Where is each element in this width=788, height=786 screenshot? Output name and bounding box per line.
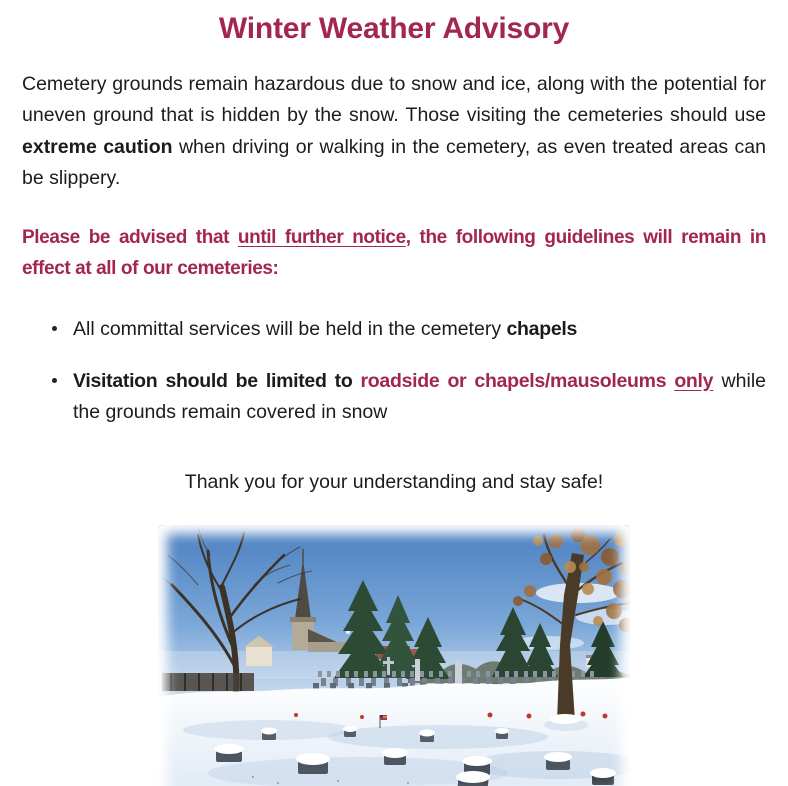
advisory-underlined-phrase: until further notice (237, 226, 406, 248)
list-item-visitation (73, 366, 766, 428)
guidelines-list (22, 314, 766, 428)
intro-text-post: when driving or walking in the cemetery, as even treated areas can be slippery. (22, 135, 766, 190)
cemetery-photo (158, 525, 630, 786)
item2-accent-underlined: only (674, 369, 714, 392)
item2-bold-lead: Visitation should be limited to (73, 369, 361, 392)
advisory-text-pre: Please be advised that (22, 226, 238, 248)
cemetery-photo-art (158, 525, 630, 786)
item1-bold-word: chapels (506, 318, 578, 341)
closing-message: Thank you for your understanding and stay safe! (184, 470, 604, 493)
item2-accent-phrase: roadside or chapels/mausoleums (360, 369, 675, 392)
list-item-committal-services (73, 314, 766, 345)
item1-text: All committal services will be held in the cemetery (73, 318, 507, 341)
advisory-paragraph (22, 223, 766, 285)
advisory-text-post: , the following guidelines will remain in effect at all of our cemeteries: (22, 226, 766, 279)
item2-text-post: while the grounds remain covered in snow (73, 369, 766, 423)
intro-text-pre: Cemetery grounds remain hazardous due to snow and ice, along with the potential for uneven ground that is hidden by the snow. Those visiting the cemeteries should use (22, 72, 766, 127)
page-title: Winter Weather Advisory (218, 12, 570, 45)
content-area (0, 69, 788, 496)
intro-bold-phrase: extreme caution (22, 135, 173, 158)
intro-paragraph (22, 69, 766, 195)
